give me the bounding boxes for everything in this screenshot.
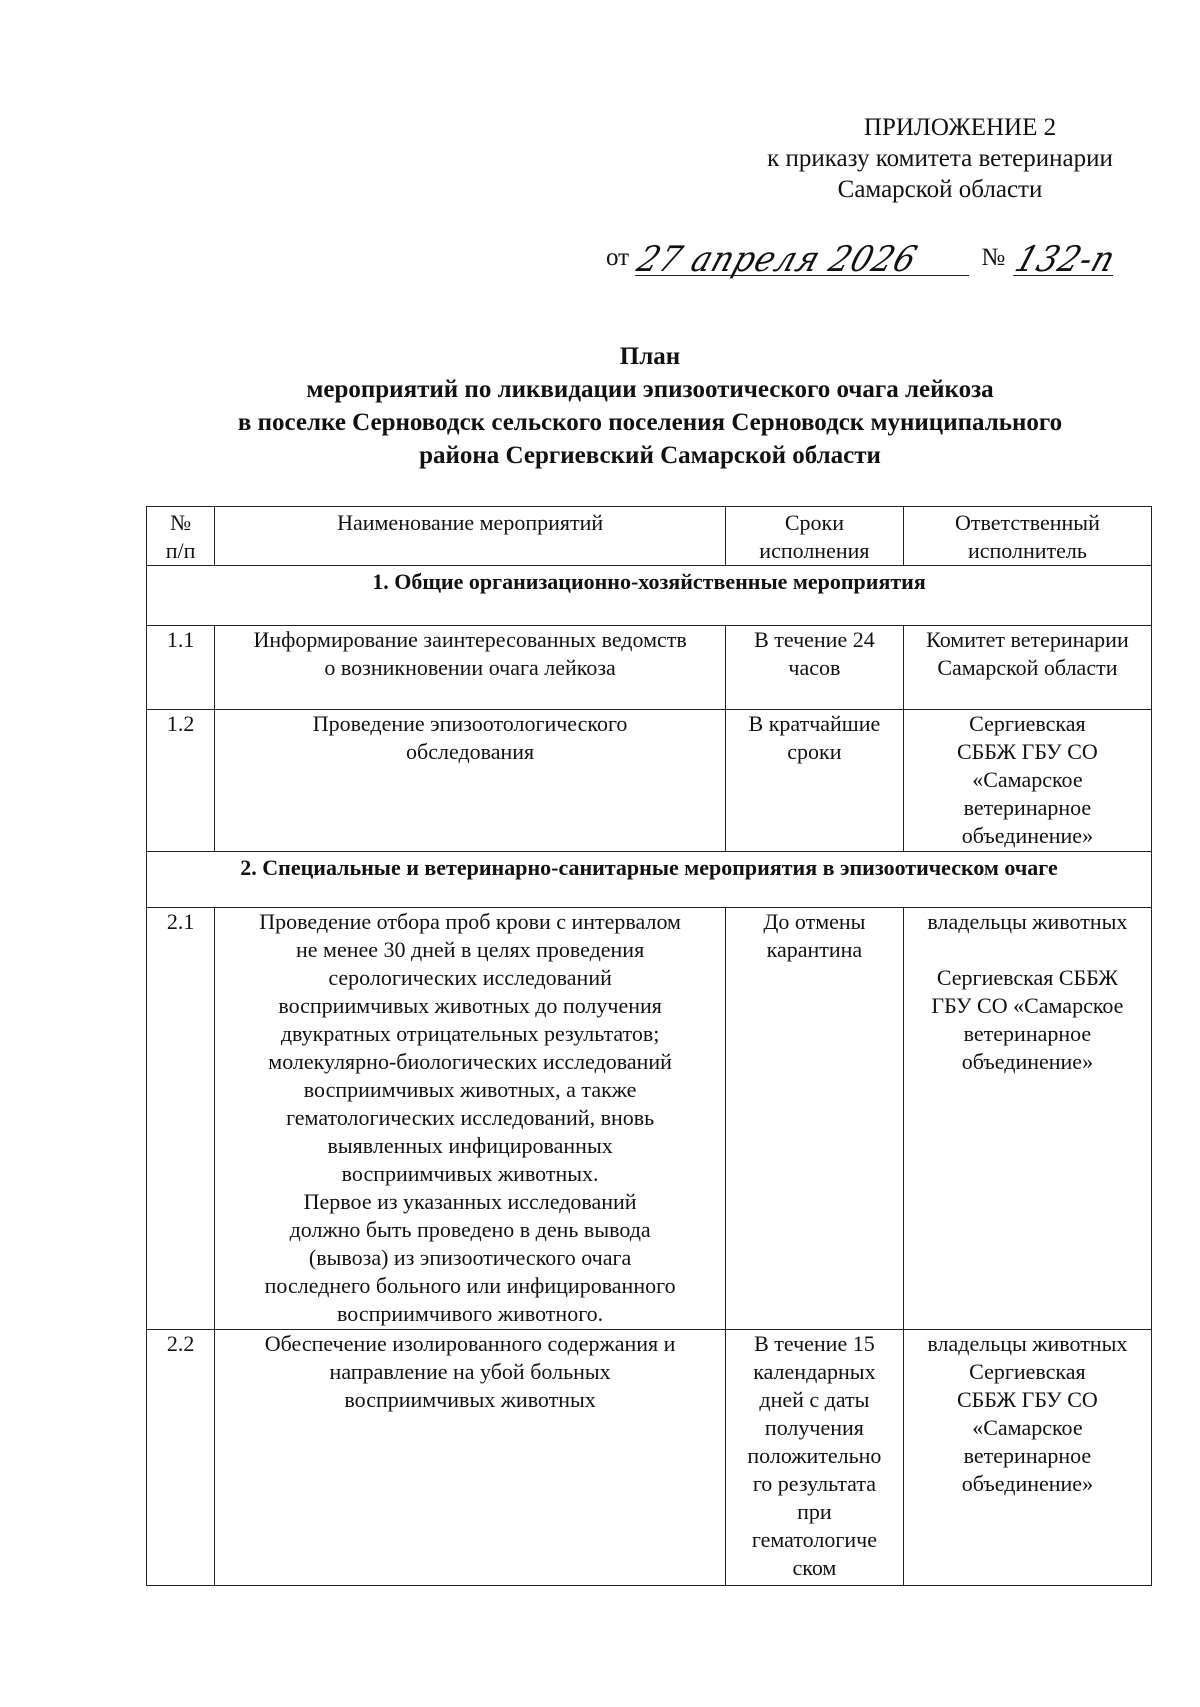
table-row	[147, 626, 1152, 710]
header-resp: Ответственный исполнитель	[903, 507, 1151, 566]
plan-title-line-3: в поселке Серноводск сельского поселения Серноводск муниципального	[237, 409, 1063, 436]
appendix-line-3: Самарской области	[837, 176, 1043, 203]
table-row	[147, 710, 1152, 852]
order-number-field	[1010, 238, 1122, 280]
table-row	[147, 908, 1152, 1330]
plan-title-line-1: План	[619, 343, 681, 370]
header-num: № п/п	[147, 507, 215, 566]
row-1-1-term: В течение 24 часов	[726, 626, 904, 710]
header-name: Наименование мероприятий	[215, 507, 726, 566]
section-2-title: 2. Специальные и ветеринарно-санитарные мероприятия в эпизоотическом очаге	[147, 852, 1152, 908]
plan-title	[120, 340, 1180, 472]
table-header-row	[147, 507, 1152, 566]
appendix-line-2: к приказу комитета ветеринарии	[767, 145, 1113, 172]
plan-table	[146, 506, 1152, 1586]
section-row-2	[147, 852, 1152, 908]
row-2-2-name: Обеспечение изолированного содержания и направление на убой больных восприимчивых животных	[215, 1330, 726, 1586]
row-1-1-num: 1.1	[147, 626, 215, 710]
row-1-1-name: Информирование заинтересованных ведомств о возникновении очага лейкоза	[215, 626, 726, 710]
row-2-1-name: Проведение отбора проб крови с интервалом не менее 30 дней в целях проведения серологических исследований восприимчивых животных до получения двукратных отрицательных результатов; молекулярно-биологических исследований восприимчивых животных, а также гематологических исследований, вновь выявленных инфицированных восприимчивых животных. Первое из указанных исследований должно быть проведено в день вывода (вывоза) из эпизоотического очага последнего больного или инфицированного восприимчивого животного.	[215, 908, 726, 1330]
row-1-1-resp: Комитет ветеринарии Самарской области	[903, 626, 1151, 710]
order-from-label: от	[606, 244, 630, 271]
row-2-2-term: В течение 15 календарных дней с даты получения положительно го результата при гематологиче ском	[726, 1330, 904, 1586]
plan-title-line-4: района Сергиевский Самарской области	[419, 442, 881, 469]
order-line	[606, 238, 1122, 280]
row-1-2-num: 1.2	[147, 710, 215, 852]
order-date-field	[632, 238, 969, 280]
order-number-handwritten: 132-п	[1010, 238, 1122, 280]
section-1-title: 1. Общие организационно-хозяйственные мероприятия	[147, 566, 1152, 626]
appendix-title: ПРИЛОЖЕНИЕ 2	[863, 114, 1057, 141]
header-term: Сроки исполнения	[726, 507, 904, 566]
section-row-1	[147, 566, 1152, 626]
row-2-2-num: 2.2	[147, 1330, 215, 1586]
plan-title-line-2: мероприятий по ликвидации эпизоотического очага лейкоза	[306, 376, 994, 403]
row-1-2-term: В кратчайшие сроки	[726, 710, 904, 852]
order-date-handwritten: 27 апреля 2026	[632, 238, 924, 280]
row-2-1-num: 2.1	[147, 908, 215, 1330]
row-1-2-name: Проведение эпизоотологического обследования	[215, 710, 726, 852]
row-1-2-resp: Сергиевская СББЖ ГБУ СО «Самарское ветеринарное объединение»	[903, 710, 1151, 852]
row-2-1-resp: владельцы животных Сергиевская СББЖ ГБУ СО «Самарское ветеринарное объединение»	[903, 908, 1151, 1330]
order-number-label: №	[981, 244, 1006, 271]
row-2-2-resp: владельцы животных Сергиевская СББЖ ГБУ СО «Самарское ветеринарное объединение»	[903, 1330, 1151, 1586]
table-row	[147, 1330, 1152, 1586]
row-2-1-term: До отмены карантина	[726, 908, 904, 1330]
appendix-header	[700, 112, 1180, 205]
